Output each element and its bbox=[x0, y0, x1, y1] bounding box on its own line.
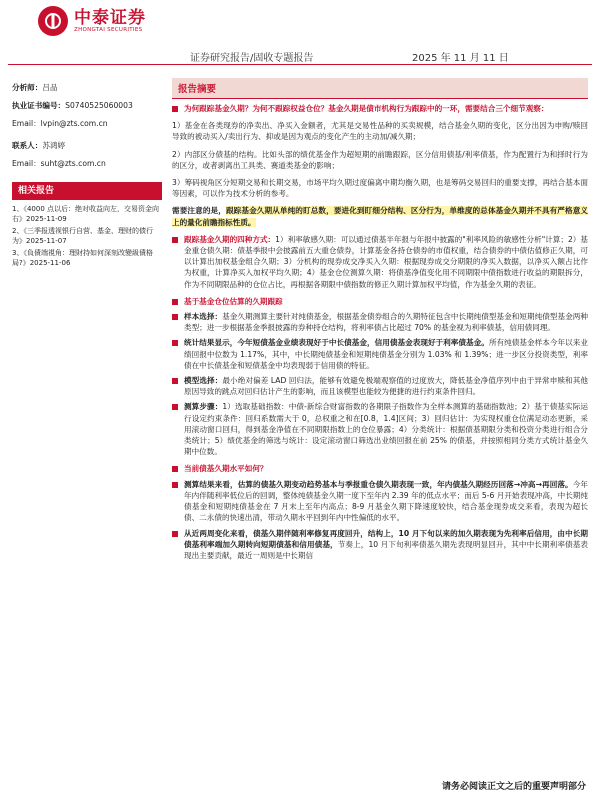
report-abstract bbox=[172, 78, 588, 561]
analyst-label: 分析师： bbox=[12, 83, 43, 92]
note-highlight: 跟踪基金久期从单纯的盯总数，要进化到盯细分结构、区分行为，单维度的总体基金久期并不具有严格意义上的量化前瞻指标性质。 bbox=[172, 206, 589, 227]
sample-lead: 样本选择： bbox=[184, 312, 223, 322]
section-title: 当前债基久期水平如何？ bbox=[184, 464, 268, 474]
model-body: 最小绝对偏差 LAD 回归法，能够有效避免极端观察值的过度放大，降低基金净值序列中由于异常申赎和其他原因导致的跳点对回归估计产生的影响，而且该模型也能较为便捷的进行约束条件回归。 bbox=[184, 376, 588, 397]
stats-paragraph bbox=[172, 337, 588, 371]
change-paragraph bbox=[172, 528, 588, 562]
cert-label: 执业证书编号： bbox=[12, 101, 66, 110]
detail-paragraph-1: 1）基金在各类现券的净卖出、净买入金额者，尤其是交易性品种的买卖规模，结合基金久期的变化，区分出因为申购/赎回导致的被动买入/卖出行为、抑或是因为观点的变化产生的主动加/减久期； bbox=[172, 121, 588, 142]
analyst-row bbox=[12, 82, 162, 94]
header-divider bbox=[8, 64, 592, 65]
result-body: 今年年内伴随利率低位后的回调，整体纯债基金久期一度下至年内 2.39 年的低点水平；而后 5-6 月开始表现冲高，中长期纯债基金和短期纯债基金在 7 月末上至年内高点；8-9 月基金久期下降速度较快，结合基金现券成交来看，表现为超长债、二永债的快速出清，带动久期水平回到年内中性偏低的水平。 bbox=[184, 479, 588, 523]
detail-paragraph-2: 2）内部区分债基的结构。比如头部的绩优基金作为超短期的前瞻跟踪，区分信用债基/利率债基，作为配置行为和择时行为的区分，或者剥离出工具类、赛道类基金的影响； bbox=[172, 149, 588, 170]
bullet-icon bbox=[172, 299, 178, 305]
email-label: Email： bbox=[12, 119, 41, 128]
bullet-icon bbox=[172, 531, 178, 537]
bullet-icon bbox=[172, 466, 178, 472]
disclaimer-footer: 请务必阅读正文之后的重要声明部分 bbox=[441, 782, 586, 792]
abstract-title: 报告摘要 bbox=[172, 78, 588, 98]
logo-icon bbox=[38, 6, 68, 36]
cert-number: S0740525060003 bbox=[65, 101, 133, 110]
email-label: Email： bbox=[12, 159, 41, 168]
contact-email[interactable]: suht@zts.com.cn bbox=[40, 159, 106, 168]
cert-row bbox=[12, 100, 162, 112]
note-paragraph bbox=[172, 205, 588, 227]
methods-lead: 跟踪基金久期的四种方式： bbox=[184, 234, 276, 244]
bullet-icon bbox=[172, 237, 178, 243]
report-date: 2025 年 11 月 11 日 bbox=[412, 53, 509, 64]
section-heading-2 bbox=[172, 463, 588, 474]
analyst-name: 吕品 bbox=[42, 83, 58, 92]
steps-lead: 测算步骤： bbox=[184, 402, 223, 412]
result-paragraph bbox=[172, 479, 588, 524]
company-name-en: ZHONGTAI SECURITIES bbox=[74, 27, 143, 33]
model-lead: 模型选择： bbox=[184, 376, 223, 386]
related-report-link[interactable]: 1、《4000 点以后：绝对收益向左，交易资金向右》2025-11-09 bbox=[12, 205, 159, 223]
bullet-icon bbox=[172, 340, 178, 346]
analyst-email[interactable]: lvpin@zts.com.cn bbox=[40, 119, 108, 128]
stats-lead: 统计结果显示，今年短债基金业绩表现好于中长债基金，信用债基金表现好于利率债基金。 bbox=[184, 338, 489, 348]
bullet-icon bbox=[172, 378, 178, 384]
section-heading-1 bbox=[172, 296, 588, 307]
company-name-cn: 中泰证券 bbox=[74, 8, 146, 28]
company-logo bbox=[38, 6, 146, 36]
methods-body: 1）利率敏感久期：可以通过债基半年报与年报中披露的"利率风险的敏感性分析"计算；2）基金重仓债久期：债基季报中会披露前五大重仓债券，计算基金各持仓债券的市值权重，结合债券的中债估值修正久期，可以计算出加权基金组合久期；3）分机构的现券成交净买入久期：根据现券成交分期限的净买入数据，以净买入额占比作为权重，计算净买入加权平均久期；4）基金仓位测算久期：将债基净值变化用不同期限中债指数进行收益的期限拆分，作为不同期限品种的仓位占比，再根据各期限中债指数的修正久期计算加权平均值，作为基金久期的表征。 bbox=[184, 234, 588, 289]
contact-row bbox=[12, 140, 162, 152]
bullet-icon bbox=[172, 404, 178, 410]
methods-paragraph bbox=[172, 234, 588, 290]
bullet-icon bbox=[172, 106, 178, 112]
model-paragraph bbox=[172, 375, 588, 397]
section-title: 基于基金仓位估算的久期跟踪 bbox=[184, 296, 283, 306]
question-text: 为何跟踪基金久期？为何不跟踪权益仓位？基金久期是债市机构行为跟踪中的一环，需要结合三个细节观察： bbox=[184, 104, 549, 113]
contact-name: 苏鸿婷 bbox=[42, 141, 66, 150]
sample-paragraph bbox=[172, 311, 588, 333]
detail-paragraph-3: 3）筹码视角区分短期交易和长期交易，市场平均久期过度偏离中期均衡久期，也是筹码交易回归的重要支撑，再结合基本面等因素，可以作为技术分析的参考。 bbox=[172, 178, 588, 199]
question-paragraph bbox=[172, 103, 588, 114]
sidebar bbox=[12, 82, 162, 270]
bullet-icon bbox=[172, 482, 178, 488]
stats-body: 所有纯债基金样本今年以来业绩回报中位数为 1.17%，其中，中长期纯债基金和短期纯债基金分别为 1.03% 和 1.39%；进一步区分投资类型，利率债在中长债基金和短债基金中均表现弱于信用债的特征。 bbox=[184, 338, 589, 370]
abstract-divider bbox=[172, 98, 588, 99]
sample-body: 基金久期测算主要针对纯债基金，根据基金债券组合的久期特征包含中长期纯债型基金和短期纯债型基金两种类型；进一步根据基金季报披露的券种持仓结构，将利率债占比超过 70% 的基金视为利率债基，信用债同理。 bbox=[184, 312, 589, 333]
change-lead: 从近两周变化来看，债基久期伴随利率修复再度回升，结构上，10 月下旬以来的加久期表现为先利率后信用，由中长期债基利率端加久期转向短期债基和信用债基， bbox=[184, 528, 588, 549]
related-report-link[interactable]: 2、《三季报透视银行自营、基金、理财的债行为》2025-11-07 bbox=[12, 227, 153, 245]
change-body: 节奏上，10 月下旬利率债基久期先表现明显回升，其中中长期利率债基表现出主要贡献，最近一周则是中长期信 bbox=[184, 539, 589, 560]
note-lead: 需要注意的是， bbox=[172, 206, 226, 216]
report-type: 证券研究报告/固收专题报告 bbox=[190, 53, 314, 64]
related-reports-title: 相关报告 bbox=[12, 182, 162, 200]
contact-email-row bbox=[12, 158, 162, 170]
related-report-link[interactable]: 3、《負債端視角：理財持如何深刻改變級債格局?》2025-11-06 bbox=[12, 249, 153, 267]
steps-body: 1）选取基础指数：中债-新综合财富指数的各期限子指数作为全样本测算的基础指数池；2）基于债基实际运行设定约束条件：回归系数需大于 0，总权重之和在[0.8，1.4]区间；3）回归估计：为实现权重仓位满足动态更新，采用滚动窗口回归，得到基金净值在不同期限指数上的仓位暴露；4）分类统计：根据债基期限分类和投资分类进行组合分类统计；5）绩优基金的筛选与统计：设定滚动窗口筛选出业绩回报在前 25% 的债基，并按照相同分类方式统计基金久期中位数。 bbox=[184, 402, 588, 457]
bullet-icon bbox=[172, 314, 178, 320]
contact-label: 联系人： bbox=[12, 141, 43, 150]
analyst-email-row bbox=[12, 118, 162, 130]
result-lead: 测算结果来看，估算的债基久期变动趋势基本与季报重仓债久期表现一致，年内债基久期经历回落→冲高→再回落。 bbox=[184, 479, 573, 489]
steps-paragraph bbox=[172, 401, 588, 457]
